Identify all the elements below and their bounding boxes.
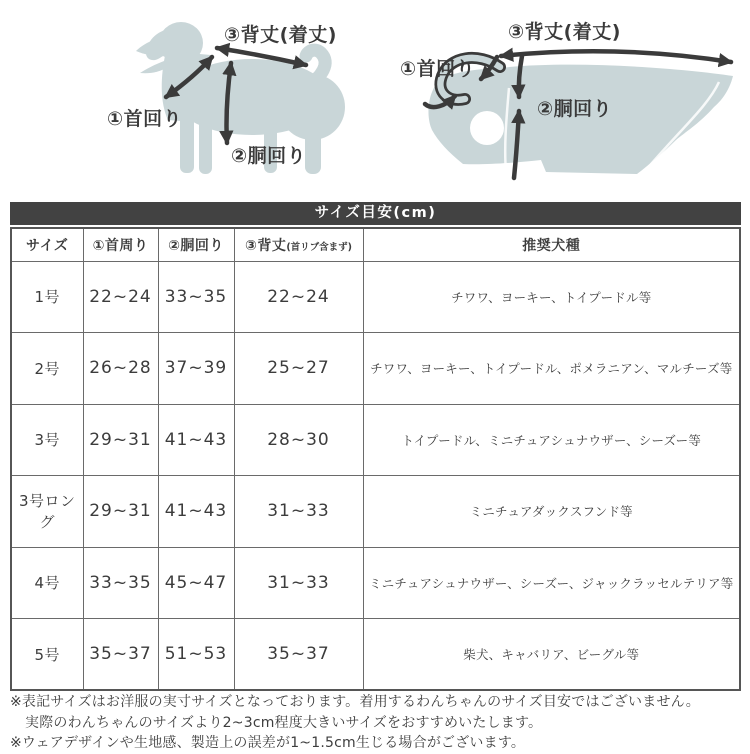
table-row [11, 619, 740, 691]
size-table-title: サイズ目安(cm) [10, 202, 741, 225]
dog-body-girth-label: ②胴回り [231, 145, 307, 167]
girth-cell: 51~53 [158, 619, 234, 691]
neck-cell: 33~35 [83, 547, 158, 619]
garment-neck-girth-label: ①首回り [400, 58, 476, 80]
girth-cell: 45~47 [158, 547, 234, 619]
size-cell: 3号ロング [11, 476, 83, 548]
table-row [11, 547, 740, 619]
col-header-girth: ②胴回り [158, 228, 234, 261]
neck-cell: 29~31 [83, 404, 158, 476]
col-header-back [234, 228, 363, 261]
size-cell: 3号 [11, 404, 83, 476]
breed-cell: ミニチュアダックスフンド等 [363, 476, 740, 548]
back-cell: 28~30 [234, 404, 363, 476]
size-table-section [10, 202, 741, 691]
back-cell: 22~24 [234, 261, 363, 333]
girth-cell: 41~43 [158, 476, 234, 548]
table-row [11, 333, 740, 405]
back-cell: 35~37 [234, 619, 363, 691]
girth-cell: 37~39 [158, 333, 234, 405]
size-cell: 1号 [11, 261, 83, 333]
back-cell: 31~33 [234, 476, 363, 548]
dog-front-leg [180, 111, 194, 173]
dog-hind-leg [305, 117, 321, 174]
breed-cell: チワワ、ヨーキー、トイプードル等 [363, 261, 740, 333]
breed-cell: 柴犬、キャバリア、ビーグル等 [363, 619, 740, 691]
neck-cell: 26~28 [83, 333, 158, 405]
girth-cell: 41~43 [158, 404, 234, 476]
size-table-header-row [11, 228, 740, 261]
girth-cell: 33~35 [158, 261, 234, 333]
neck-cell: 35~37 [83, 619, 158, 691]
back-cell: 31~33 [234, 547, 363, 619]
footnote-line-1: ※表記サイズはお洋服の実寸サイズとなっております。着用するわんちゃんのサイズ目安ではございません。 [10, 694, 700, 710]
neck-cell: 22~24 [83, 261, 158, 333]
col-header-back-main: ③背丈 [244, 237, 287, 254]
col-header-neck: ①首周り [83, 228, 158, 261]
dog-front-leg-2 [199, 114, 212, 174]
size-table [10, 227, 741, 691]
col-header-size: サイズ [11, 228, 83, 261]
table-row [11, 261, 740, 333]
breed-cell: チワワ、ヨーキー、トイプードル、ポメラニアン、マルチーズ等 [363, 333, 740, 405]
breed-cell: トイプードル、ミニチュアシュナウザー、シーズー等 [363, 404, 740, 476]
footnote-line-2: 実際のわんちゃんのサイズより2~3cm程度大きいサイズをおすすめいたします。 [25, 714, 543, 731]
size-cell: 4号 [11, 547, 83, 619]
footnotes [10, 692, 748, 754]
neck-cell: 29~31 [83, 476, 158, 548]
footnote-line-3: ※ウェアデザインや生地感、製造上の誤差が1~1.5cm生じる場合がございます。 [10, 735, 526, 751]
col-header-breeds: 推奨犬種 [363, 228, 740, 261]
back-length-arrow [501, 51, 731, 62]
garment-back-length-label: ③背丈(着丈) [508, 21, 621, 43]
back-cell: 25~27 [234, 333, 363, 405]
breed-cell: ミニチュアシュナウザー、シーズー、ジャックラッセルテリア等 [363, 547, 740, 619]
table-row [11, 404, 740, 476]
garment-leg-hole [470, 111, 504, 145]
table-row [11, 476, 740, 548]
dog-neck-girth-label: ①首回り [107, 108, 183, 130]
col-header-back-note: (首リブ含まず) [286, 241, 353, 253]
dog-tail [306, 50, 325, 87]
size-cell: 2号 [11, 333, 83, 405]
dog-back-length-label: ③背丈(着丈) [224, 24, 337, 46]
garment-body-girth-label: ②胴回り [537, 98, 613, 120]
size-cell: 5号 [11, 619, 83, 691]
